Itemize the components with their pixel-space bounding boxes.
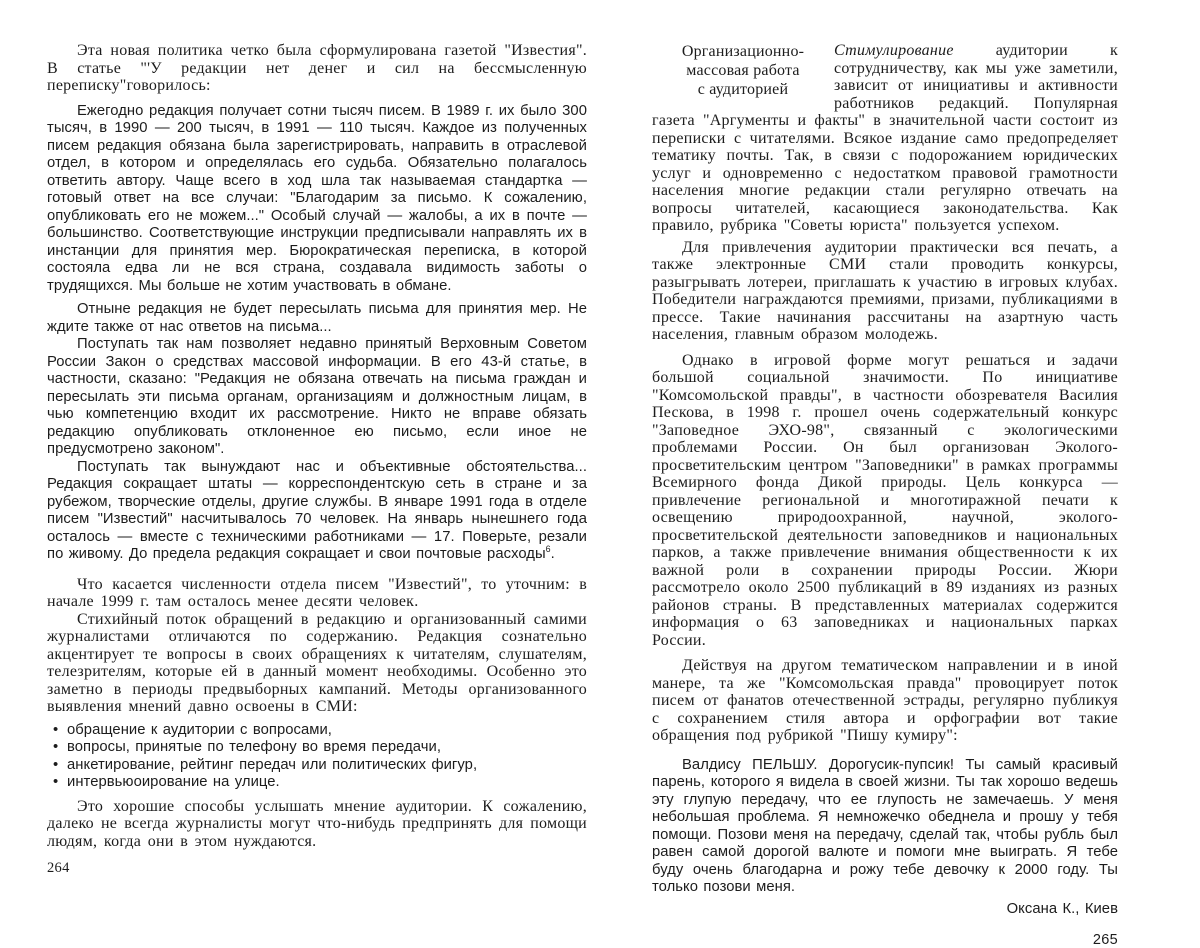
paragraph-kp-letters: Действуя на другом тематическом направлении и в иной манере, та же "Комсомольская правда" провоцирует поток писем от фанатов отечественной эстрады, регулярно публикуя с сохранением стиля автора и орфографии вот такие обращения под рубрикой "Пишу кумиру": (652, 657, 1118, 744)
bullet-item-2: • вопросы, принятые по телефону во время передачи, (51, 739, 587, 757)
fan-letter: Валдису ПЕЛЬШУ. Дорогусик-пупсик! Ты самый красивый парень, которого я видела в своей жизни. Ты так хорошо ведешь эту глупую передачу, что ее глупость не замечаешь. У меня небольшая проблема. Я немножечко обеднела и прошу у тебя помощи. Позови меня на передачу, сделай так, чтобы рубль был равен самой дорогой валюте и помоги мне выиграть. Я тебе буду очень благодарна и рожу тебе девочку к 2000 году. Ты только позови меня. (652, 756, 1118, 895)
quote-paragraph-1: Ежегодно редакция получает сотни тысяч писем. В 1989 г. их было 300 тысяч, в 1990 — 200 тысяч, в 1991 — 110 тысяч. Каждое из полученных писем редакция обязана была зарегистрировать, направить в отраслевой отдел, в котором и определялась его судьба. Обязательно полагалось ответить автору. Чаще всего в ход шла так называемая стандартка — готовый ответ на все случаи: "Благодарим за письмо. К сожалению, опубликовать его не можем..." Особый случай — жалобы, а их в почте — большинство. Соответствующие инструкции предписывали направлять их в инстанции для принятия мер. Бюрократическая переписка, в которой состояла едва ли не вся страна, создавала видимость заботы о трудящихся. Мы больше не хотим участвовать в обмане. (47, 102, 587, 294)
quote-paragraph-4-text: Поступать так вынуждают нас и объективные обстоятельства... Редакция сокращает штаты — корреспондентскую сеть в стране и за рубежом, творческие отделы, другие службы. В январе 1991 года в отделе писем "Известий" насчитывалось 70 человек. На январь нынешнего года осталось — вместе с техническими работниками — 17. Поверьте, резали по живому. До предела редакция сокращает и свои почтовые расходы (47, 458, 587, 562)
opening-paragraph-rest: аудитории к сотрудничеству, как мы уже заметили, зависит от инициативы и активности работников редакций. Популярная газета "Аргументы и факты" в значительной части состоит из переписки с читателями. Всякое издание само предопределяет тематику почты. Так, в связи с подорожанием юридических услуг и одновременно с недостатком правовой грамотности населения многие редакции стали регулярно отвечать на вопросы читателей, касающиеся законодательства. Как правило, рубрика "Советы юриста" пользуется успехом. (652, 42, 1118, 234)
quote-paragraph-4-tail: . (550, 546, 555, 562)
paragraph-izvestia-count: Что касается численности отдела писем "Известий", то уточним: в начале 1999 г. там осталось менее десяти человек. (47, 575, 587, 610)
quote-paragraph-3: Поступать так нам позволяет недавно принятый Верховным Советом России Закон о средствах массовой информации. В его 43-й статье, в частности, сказано: "Редакция не обязана отвечать на письма граждан и пересылать эти письма органам, организациям и должностным лицам, в чью компетенцию входит их рассмотрение. Никто не вправе обязать редакцию опубликовать отклоненное ею письмо, если иное не предусмотрено законом". (47, 336, 587, 457)
page-number-left: 264 (47, 860, 70, 876)
bullet-item-3: • анкетирование, рейтинг передач или политических фигур, (51, 757, 587, 775)
paragraph-organized-flow: Стихийный поток обращений в редакцию и организованный самими журналистами отличаются по содержанию. Редакция сознательно акцентирует те вопросы в своих обращениях к читателям, слушателям, телезрителям, которые ей в данный момент необходимы. Особенно это заметно в периоды предвыборных кампаний. Методы организованного выявления мнений давно освоены в СМИ: (47, 610, 587, 715)
bullet-list (47, 722, 587, 792)
sidebar-heading-line-3: с аудиторией (697, 81, 789, 98)
closing-paragraph: Это хорошие способы услышать мнение аудитории. К сожалению, далеко не всегда журналисты могут что-нибудь предпринять для помощи людям, когда они в этом нуждаются. (47, 797, 587, 850)
footnote-marker: 6 (545, 544, 551, 555)
lead-italic-word: Стимулирование (834, 42, 954, 59)
sidebar-heading-line-2: массовая работа (686, 62, 800, 79)
letter-signature: Оксана К., Киев (1006, 900, 1118, 917)
quote-paragraph-4 (47, 459, 587, 564)
sidebar-heading-line-1: Организационно- (681, 43, 805, 60)
intro-paragraph: Эта новая политика четко была сформулирована газетой "Известия". В статье "'У редакции нет денег и сил на бессмысленную переписку"говорилось: (47, 42, 587, 94)
paragraph-contests: Для привлечения аудитории практически вся печать, а также электронные СМИ стали проводить конкурсы, разыгрывать лотереи, приглашать к участию в игровых клубах. Победители награждаются премиями, призами, публикациями в прессе. Такие начинания рассчитаны на азартную часть населения, главным образом молодежь. (652, 238, 1118, 343)
paragraph-eco-contest: Однако в игровой форме могут решаться и задачи большой социальной значимости. По инициативе "Комсомольской правды", в частности обозревателя Василия Пескова, в 1998 г. прошел очень содержательный конкурс "Заповедное ЭХО-98", связанный с экологическими проблемами России. Он был организован Эколого-просветительским центром "Заповедники" в рамках программы Всемирного фонда Дикой природы. Цель конкурса — привлечение региональной и многотиражной печати к освещению природоохранной, научной, эколого-просветительской деятельности заповедников и национальных парков, а также привлечение внимания общественности к их важной роли в сохранении природы России. Жюри рассмотрело около 2500 публикаций в 89 изданиях из разных районов страны. В представленных материалах содержится информация о 63 заповедниках и национальных парках России. (652, 351, 1118, 649)
sidebar-heading (652, 42, 834, 112)
bullet-item-4: • интервьюоирование на улице. (51, 774, 587, 792)
quote-paragraph-2: Отныне редакция не будет пересылать письма для принятия мер. Не ждите также от нас ответов на письма... (47, 301, 587, 335)
bullet-item-1: • обращение к аудитории с вопросами, (51, 722, 587, 740)
page-number-right: 265 (1092, 932, 1118, 948)
left-page (47, 42, 587, 877)
right-page (652, 42, 1118, 948)
